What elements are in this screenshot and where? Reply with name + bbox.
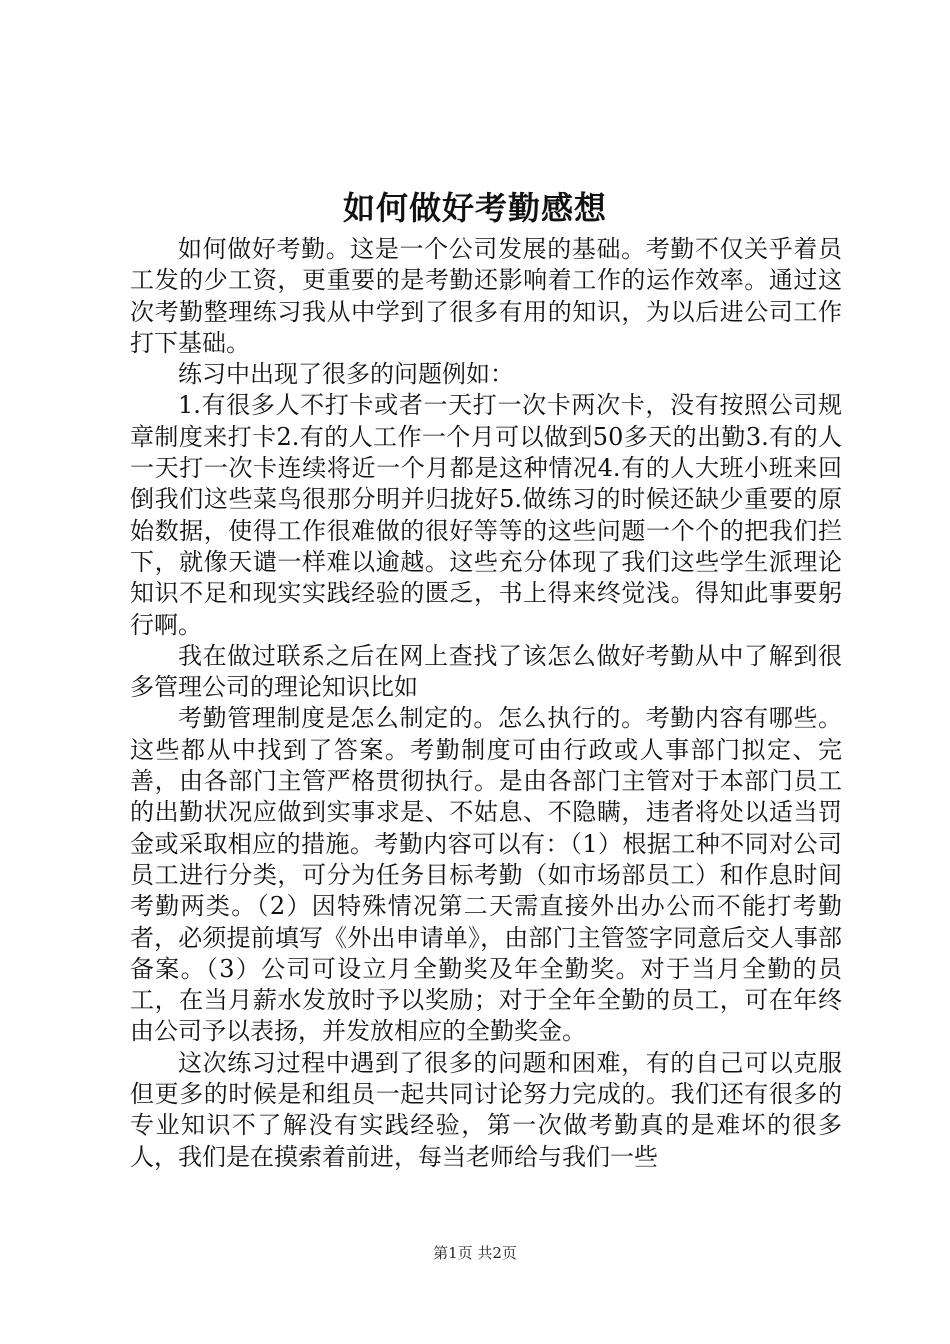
document-body [130, 234, 842, 1173]
paragraph-problems-heading: 练习中出现了很多的问题例如： [178, 360, 514, 389]
paragraph-attendance-rules: 考勤管理制度是怎么制定的。怎么执行的。考勤内容有哪些。这些都从中找到了答案。考勤制度可由行政或人事部门拟定、完善，由各部门主管严格贯彻执行。是由各部门主管对于本部门员工的出勤状况应做到实事求是、不姑息、不隐瞒，违者将处以适当罚金或采取相应的措施。考勤内容可以有：（1）根据工种不同对公司员工进行分类，可分为任务目标考勤（如市场部员工）和作息时间考勤两类。（2）因特殊情况第二天需直接外出办公而不能打考勤者，必须提前填写《外出申请单》，由部门主管签字同意后交人事部备案。（3）公司可设立月全勤奖及年全勤奖。对于当月全勤的员工，在当月薪水发放时予以奖励；对于全年全勤的员工，可在年终由公司予以表扬，并发放相应的全勤奖金。 [130, 704, 842, 1046]
paragraph-intro: 如何做好考勤。这是一个公司发展的基础。考勤不仅关乎着员工发的少工资，更重要的是考勤还影响着工作的运作效率。通过这次考勤整理练习我从中学到了很多有用的知识，为以后进公司工作打下基础。 [130, 235, 842, 357]
document-title: 如何做好考勤感想 [342, 189, 607, 227]
paragraph-reflection: 这次练习过程中遇到了很多的问题和困难，有的自己可以克服但更多的时候是和组员一起共同讨论努力完成的。我们还有很多的专业知识不了解没有实践经验，第一次做考勤真的是难坏的很多人，我们是在摸索着前进，每当老师给与我们一些 [130, 1048, 842, 1171]
paragraph-research: 我在做过联系之后在网上查找了该怎么做好考勤从中了解到很多管理公司的理论知识比如 [130, 641, 842, 702]
page-number-footer: 第1页 共2页 [433, 1244, 517, 1262]
paragraph-problems-list: 1.有很多人不打卡或者一天打一次卡两次卡，没有按照公司规章制度来打卡2.有的人工作一个月可以做到50多天的出勤3.有的人一天打一次卡连续将近一个月都是这种情况4.有的人大班小班来回倒我们这些菜鸟很那分明并归拢好5.做练习的时候还缺少重要的原始数据，使得工作很难做的很好等等的这些问题一个个的把我们拦下，就像天谴一样难以逾越。这些充分体现了我们这些学生派理论知识不足和现实实践经验的匮乏，书上得来终觉浅。得知此事要躬行啊。 [130, 391, 842, 639]
